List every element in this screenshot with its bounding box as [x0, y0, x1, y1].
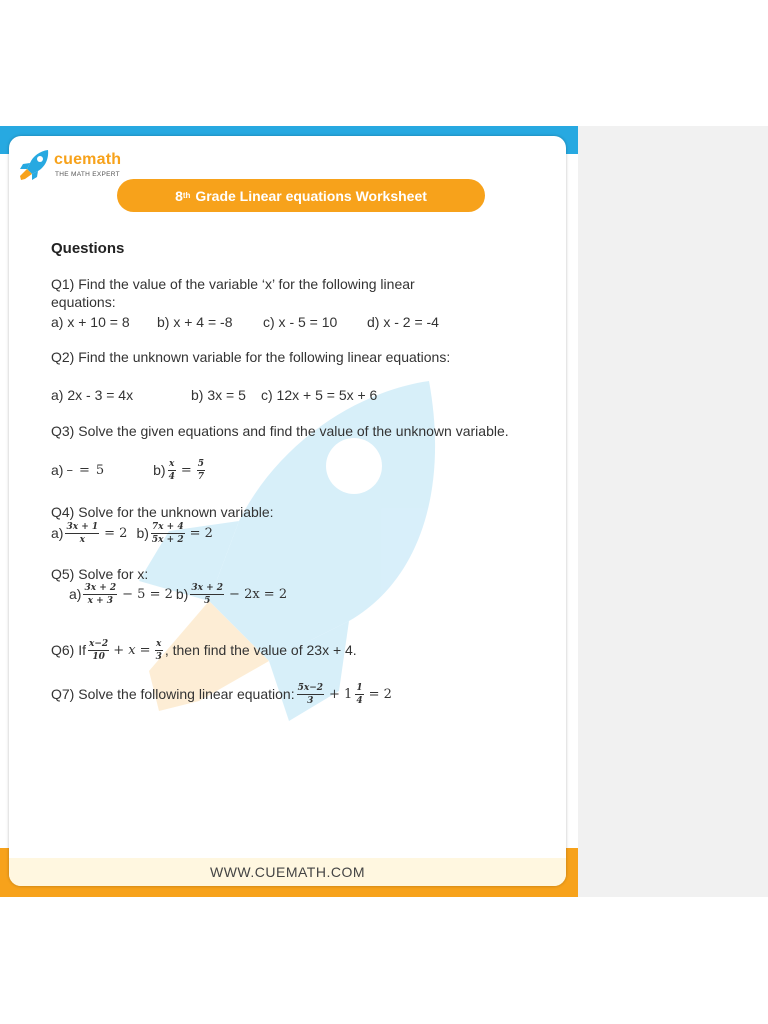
q5-equations [69, 581, 290, 607]
brand-name: cuemath [54, 151, 122, 168]
q4-a-rhs: = 2 [104, 525, 128, 541]
q4-a-label: a) [51, 525, 64, 541]
q4-a-fraction: $\frac{3x + 1}{x}$ [66, 521, 99, 545]
worksheet-page [0, 126, 578, 897]
rocket-logo-icon [17, 148, 51, 182]
q1-options [51, 313, 439, 331]
gray-side-panel [578, 126, 768, 897]
q7-fraction: $\frac{5x-2}{3}$ [297, 682, 324, 706]
q5-b-rest: − 2x = 2 [229, 586, 288, 602]
q5-a-fraction: $\frac{3x + 2}{x + 3}$ [84, 582, 117, 606]
q1-option-a: a) x + 10 = 8 [51, 314, 130, 330]
q4-b-rhs: = 2 [189, 525, 213, 541]
q3-a-label: a) [51, 462, 64, 478]
title-text: Grade Linear equations Worksheet [195, 187, 427, 204]
q3-text: Q3) Solve the given equations and find the value of the unknown variable. [51, 423, 509, 439]
q5-text: Q5) Solve for x: [51, 566, 149, 582]
q2-options [51, 386, 377, 404]
q1-option-d: d) x - 2 = -4 [367, 314, 439, 330]
q3-b-label: b) [153, 462, 166, 478]
q6-mid: + x = [113, 642, 151, 658]
q2-option-c: c) 12x + 5 = 5x + 6 [261, 387, 378, 403]
q6-rhs-fraction: $\frac{x}{3}$ [155, 638, 162, 662]
q4-text: Q4) Solve for the unknown variable: [51, 504, 274, 520]
worksheet-card [9, 136, 566, 886]
q7-prefix: Q7) Solve the following linear equation: [51, 686, 295, 702]
q3-a-dash: – [66, 462, 73, 478]
q7-rest: = 2 [368, 686, 392, 702]
q3-equations [51, 458, 207, 482]
q2-option-a: a) 2x - 3 = 4x [51, 387, 134, 403]
footer-website-link[interactable]: WWW.CUEMATH.COM [210, 864, 365, 880]
q1-option-c: c) x - 5 = 10 [263, 314, 338, 330]
q1-text: Q1) Find the value of the variable ‘x’ for the following linear equations: [51, 276, 415, 310]
q3-a-equals: = [78, 462, 90, 478]
q2-option-b: b) 3x = 5 [191, 387, 246, 403]
q6-fraction: $\frac{x-2}{10}$ [89, 638, 109, 662]
q4-b-label: b) [136, 525, 149, 541]
q7-mixed-fraction: $\frac{1}{4}$ [356, 682, 363, 706]
questions-heading: Questions [51, 240, 125, 257]
brand-tagline: THE MATH EXPERT [55, 171, 120, 178]
q5-a-rest: − 5 = 2 [122, 586, 173, 602]
title-ordinal-suffix: th [182, 191, 191, 200]
q6-equation [51, 636, 357, 664]
q6-prefix: Q6) If [51, 642, 87, 658]
q5-a-label: a) [69, 586, 82, 602]
q7-plus: + 1 [329, 686, 353, 702]
q6-suffix: , then find the value of 23x + 4. [164, 642, 357, 658]
q3-b-rhs-fraction: $\frac{5}{7}$ [197, 458, 205, 482]
q2-text: Q2) Find the unknown variable for the following linear equations: [51, 349, 451, 365]
q3-b-equals: = [180, 462, 192, 478]
q4-equations [51, 520, 216, 546]
title-ordinal: 8 [175, 187, 183, 204]
q3-b-fraction: $\frac{x}{4}$ [168, 458, 175, 482]
q5-b-label: b) [175, 586, 189, 602]
worksheet-title [117, 179, 485, 212]
q4-b-fraction: $\frac{7x + 4}{5x + 2}$ [151, 521, 184, 545]
q7-equation [51, 679, 395, 709]
q1-option-b: b) x + 4 = -8 [157, 314, 233, 330]
q3-a-rhs: 5 [95, 462, 105, 478]
q5-b-fraction: $\frac{3x + 2}{5}$ [191, 582, 224, 606]
